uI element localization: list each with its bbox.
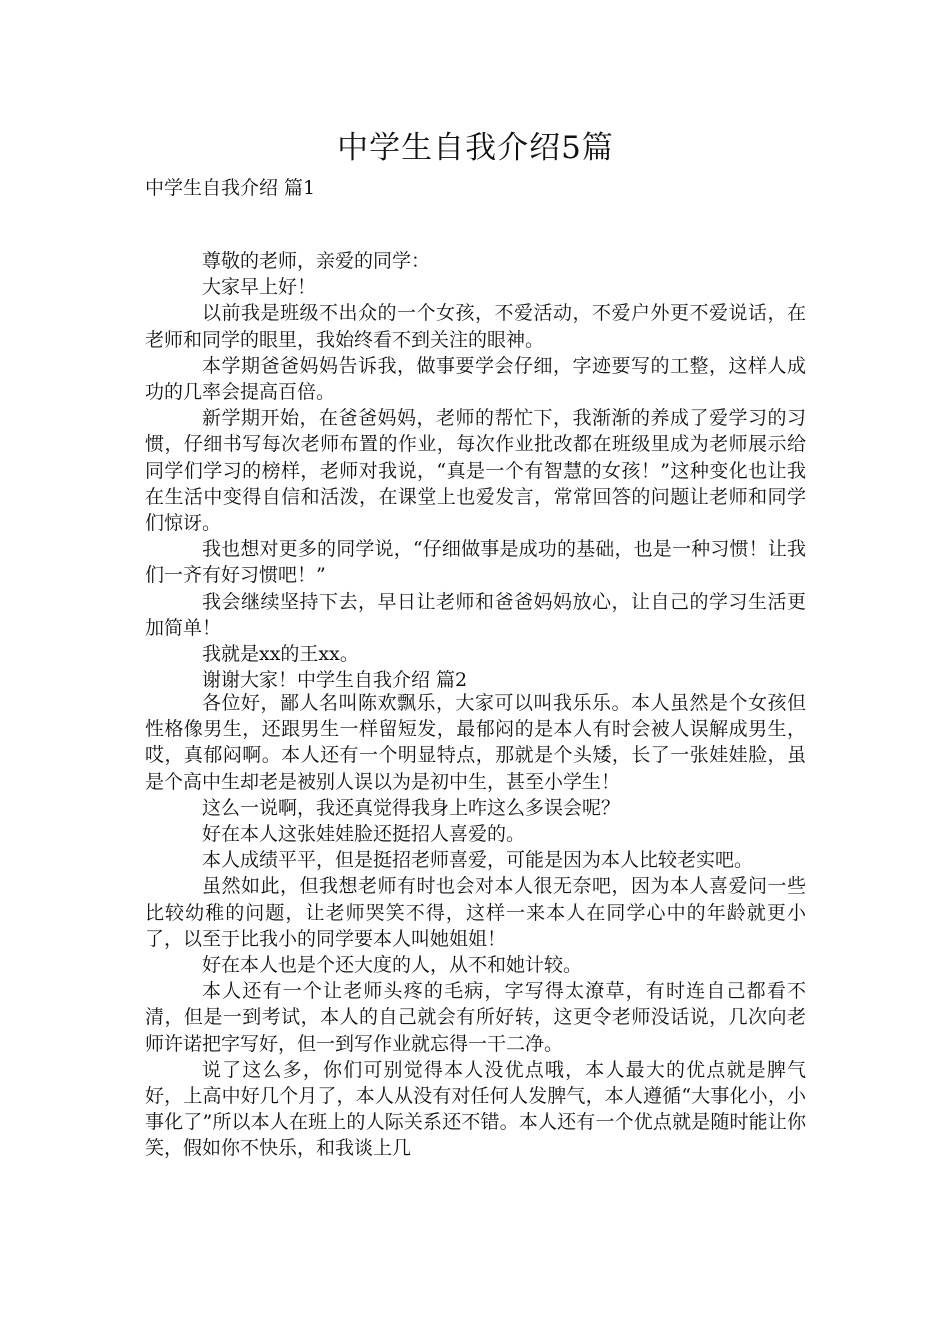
paragraph: 本人还有一个让老师头疼的毛病，字写得太潦草，有时连自己都看不清，但是一到考试，本人的自己就会有所好转，这更令老师没话说，几次向老师许诺把字写好，但一到写作业就忘得一干二净。	[145, 980, 806, 1055]
paragraph: 新学期开始，在爸爸妈妈，老师的帮忙下，我渐渐的养成了爱学习的习惯，仔细书写每次老师布置的作业，每次作业批改都在班级里成为老师展示给同学们学习的榜样，老师对我说，“真是一个有智慧的女孩！”这种变化也让我在生活中变得自信和活泼，在课堂上也爱发言，常常回答的问题让老师和同学们惊讶。	[145, 407, 806, 535]
paragraph: 说了这么多，你们可别觉得本人没优点哦，本人最大的优点就是脾气好，上高中好几个月了，本人从没有对任何人发脾气，本人遵循“大事化小，小事化了”所以本人在班上的人际关系还不错。本人还有一个优点就是随时能让你笑，假如你不快乐，和我谈上几	[145, 1058, 806, 1160]
paragraph: 我就是xx的王xx。	[202, 643, 359, 666]
paragraph: 我会继续坚持下去，早日让老师和爸爸妈妈放心，让自己的学习生活更加简单！	[145, 590, 806, 639]
paragraph: 虽然如此，但我想老师有时也会对本人很无奈吧，因为本人喜爱问一些比较幼稚的问题，让老师哭笑不得，这样一来本人在同学心中的年龄就更小了，以至于比我小的同学要本人叫她姐姐！	[145, 875, 806, 950]
section-2-body	[145, 690, 806, 1162]
paragraph: 大家早上好！	[202, 276, 317, 299]
document-title: 中学生自我介绍5篇	[337, 130, 614, 166]
paragraph: 我也想对更多的同学说，“仔细做事是成功的基础，也是一种习惯！让我们一齐有好习惯吧！”	[145, 538, 806, 587]
paragraph: 这么一说啊，我还真觉得我身上咋这么多误会呢？	[202, 796, 621, 819]
paragraph: 本学期爸爸妈妈告诉我，做事要学会仔细，字迹要写的工整，这样人成功的几率会提高百倍。	[145, 354, 806, 404]
section-1-body	[145, 248, 806, 693]
paragraph: 本人成绩平平，但是挺招老师喜爱，可能是因为本人比较老实吧。	[202, 849, 754, 872]
paragraph: 各位好，鄙人名叫陈欢飘乐，大家可以叫我乐乐。本人虽然是个女孩但性格像男生，还跟男生一样留短发，最郁闷的是本人有时会被人误解成男生，哎，真郁闷啊。本人还有一个明显特点，那就是个头矮，长了一张娃娃脸，虽是个高中生却老是被别人误以为是初中生，甚至小学生！	[145, 692, 806, 793]
paragraph: 好在本人也是个还大度的人，从不和她计较。	[202, 954, 583, 977]
paragraph: 尊敬的老师，亲爱的同学：	[202, 250, 431, 272]
paragraph: 以前我是班级不出众的一个女孩，不爱活动，不爱户外更不爱说话，在老师和同学的眼里，我始终看不到关注的眼神。	[145, 302, 806, 351]
paragraph: 谢谢大家！中学生自我介绍 篇2	[202, 669, 468, 692]
paragraph: 好在本人这张娃娃脸还挺招人喜爱的。	[202, 823, 526, 846]
section-1-heading: 中学生自我介绍 篇1	[145, 177, 316, 199]
